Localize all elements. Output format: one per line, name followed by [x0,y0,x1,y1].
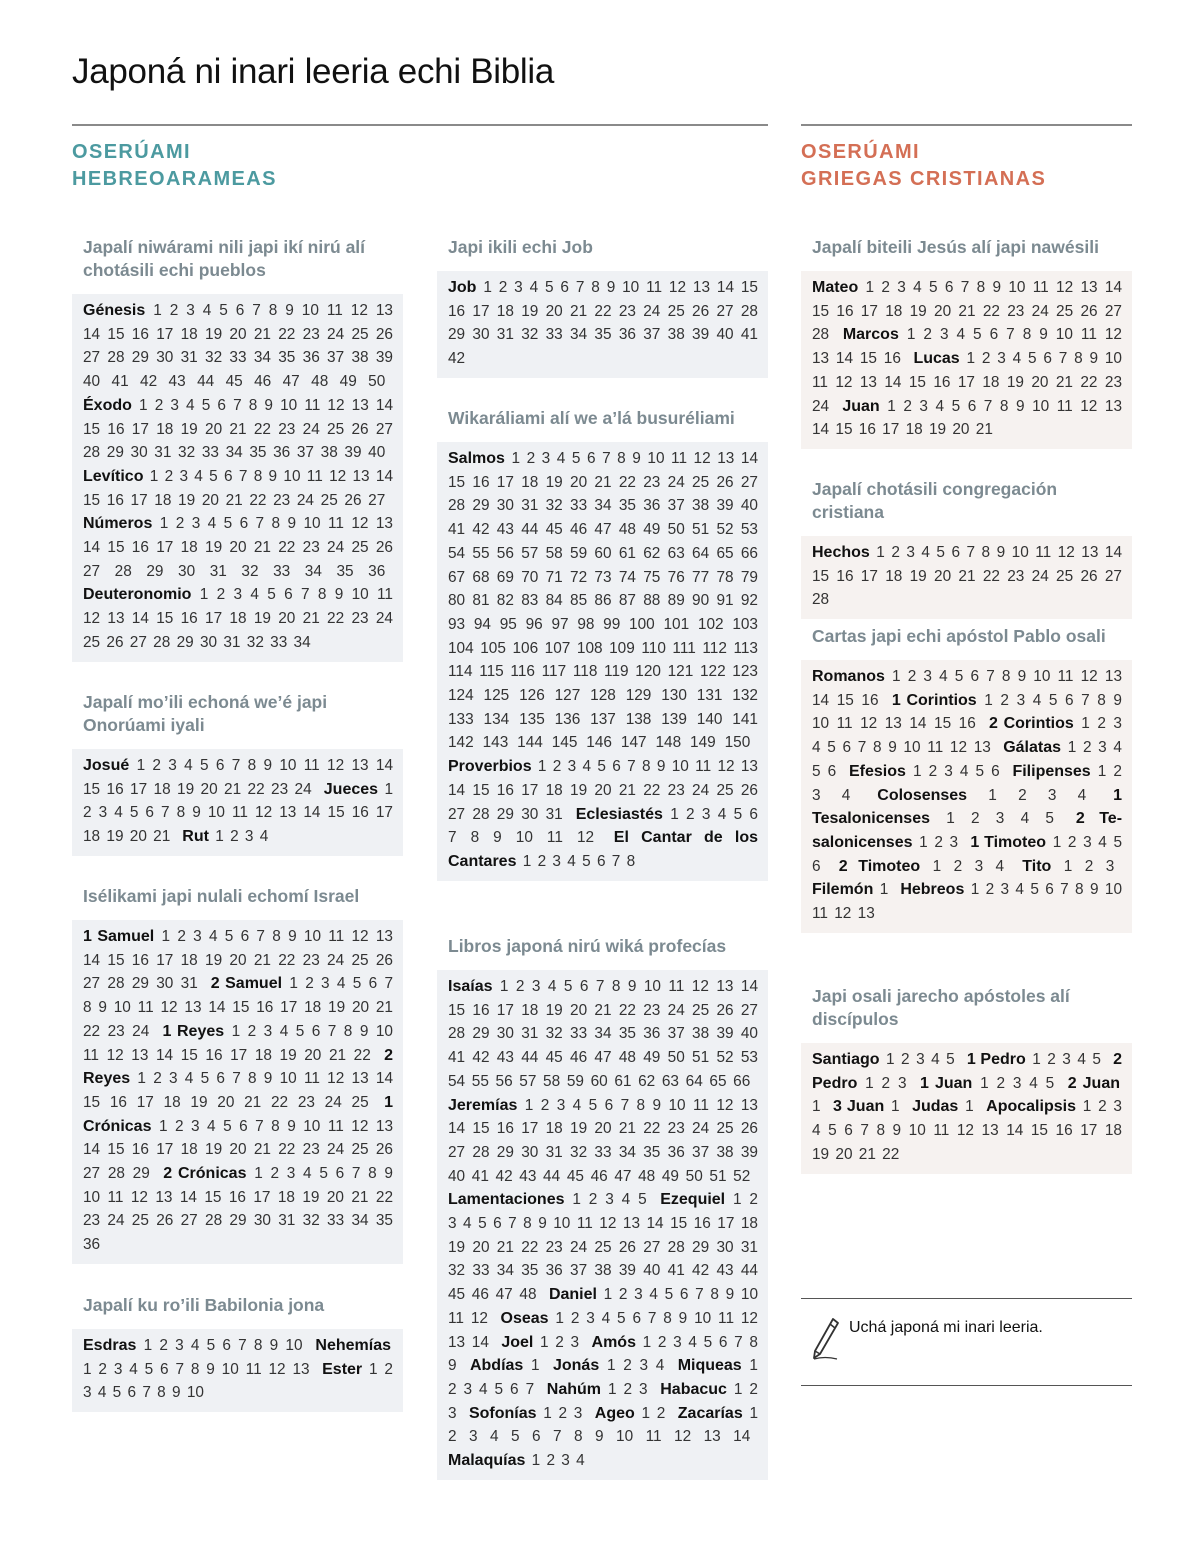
chapter-numbers: 1 2 3 [1063,857,1115,875]
chapter-numbers: 1 2 3 4 5 6 7 8 9 10 11 12 [448,1286,759,1327]
chapter-numbers: 1 2 3 4 [988,786,1087,804]
group-paul-letters [801,625,1132,933]
book-name: Efesios [848,762,906,780]
chapter-numbers: 1 2 3 4 5 6 [812,833,1123,875]
chapter-numbers: 1 2 3 [865,1074,907,1092]
group-title: Japalí biteili Jesús alí japi nawésili [812,237,1099,257]
book-name: Nehemías [315,1337,392,1354]
book-name: 1 Timoteo [970,833,1047,851]
book-name: El Cantar de los Cantares [448,829,758,870]
book-name: Jeremías [448,1096,518,1114]
group-title: Cartas japi echi apóstol Pablo osali [812,626,1106,646]
chapter-numbers: 1 2 3 4 5 6 7 8 9 10 11 12 13 14 15 16 17 18 19 20 21 22 23 24 [83,757,394,798]
book-name: Lamentaciones [448,1191,565,1209]
book-name: Job [448,279,477,296]
chapter-numbers: 1 2 3 4 5 6 7 8 9 10 11 12 [448,805,758,847]
book-name: Santiago [812,1051,880,1068]
group-israel-kings [72,885,403,1264]
group-title: Japalí ku ro’ili Babilonia jona [83,1295,325,1315]
book-list [437,970,768,1480]
book-name: Números [83,515,153,533]
group-gospels [801,236,1132,449]
book-name: Ageo [594,1404,635,1422]
book-name: Nahúm [546,1380,602,1398]
group-babylon-return [72,1294,403,1412]
chapter-numbers: 1 2 3 4 5 6 7 8 9 10 11 12 13 14 15 16 17 18 19 20 21 22 23 24 25 26 27 28 29 30 31 32 33 34 35 36 37 38 39 40 41 42 43 44 45 46 47 48 49 50 51 52 53 54 55 56 57 58 59 60 61 62 63 64 65 66 67 68 69 70 71 72 73 74 75 76 77 78 79 80 81 82 83 84 85 86 87 88 89 90 91 92 93 94 95 96 97 98 99 100 101 102 103 104 105 106 107 108 109 110 111 112 113 114 115 116 117 118 119 120 121 122 123 124 125 126 127 128 129 130 131 132 133 134 135 136 137 138 139 140 141 142 143 144 145 146 147 148 149 150 [448,450,758,752]
chapter-numbers: 1 2 3 4 5 6 7 8 9 10 11 12 13 14 15 16 [812,326,1122,368]
book-name: Tito [1022,857,1052,875]
chapter-numbers: 1 2 3 4 [215,828,269,846]
book-name: 2 Juan [1067,1074,1121,1092]
chapter-numbers: 1 [879,881,889,899]
chapter-numbers: 1 2 [641,1404,666,1422]
book-name: 2 Tesalonicenses [812,810,1123,851]
book-list [437,271,768,378]
book-name: Daniel [548,1286,597,1304]
book-name: Colosenses [877,786,968,804]
book-name: Isaías [448,978,493,995]
chapter-numbers: 1 2 3 [540,1333,580,1351]
chapter-numbers: 1 2 3 4 5 [1032,1051,1101,1068]
chapter-numbers: 1 2 3 4 5 6 7 8 9 10 11 12 13 14 15 16 17 18 19 20 21 22 23 24 25 26 27 [83,467,394,509]
pencil-icon [811,1316,841,1362]
book-name: 1 Juan [920,1074,973,1092]
chapter-numbers: 1 2 3 4 5 6 7 8 9 [448,1333,758,1375]
book-name: Filemón [812,881,874,899]
chapter-numbers: 1 2 3 4 5 6 7 8 9 10 [83,1360,393,1402]
chapter-numbers: 1 2 3 4 5 [886,1051,955,1068]
chapter-numbers: 1 2 3 4 5 6 7 8 9 10 11 12 13 14 15 16 [812,668,1122,709]
page-title: Japoná ni inari leeria echi Biblia [72,52,555,91]
hebrew-heading-line2: HEBREOARAMEAS [72,168,277,190]
chapter-numbers: 1 [812,1098,821,1116]
chapter-numbers: 1 2 3 4 5 [946,810,1054,828]
book-name: Hebreos [900,881,965,899]
chapter-numbers: 1 2 3 4 5 6 [912,762,1000,780]
note-bottom-rule [801,1385,1132,1386]
chapter-numbers: 1 [531,1357,540,1375]
chapter-numbers: 1 2 3 4 5 6 7 8 9 10 11 12 13 [812,715,1122,757]
book-name: Génesis [83,302,146,319]
hebrew-section-rule [72,124,768,126]
book-name: 1 Pedro [966,1051,1026,1068]
group-title: Japi osali jarecho apóstoles alí discípulos [812,986,1070,1029]
group-title: Japalí niwárami nili japi ikí nirú alí chotásili echi pueblos [83,237,366,280]
book-name: Ezequiel [660,1191,726,1209]
book-list [72,294,403,662]
group-title: Japalí chotásili congregación cristiana [812,479,1058,522]
group-job [437,236,768,378]
chapter-numbers: 1 2 3 4 5 6 7 8 9 10 11 12 13 14 15 16 17 18 19 20 21 22 23 24 25 26 27 28 29 30 31 32 33 34 35 36 37 38 39 40 [83,396,394,462]
chapter-numbers: 1 2 3 [608,1380,648,1398]
book-name: Judas [912,1098,959,1116]
chapter-numbers: 1 2 3 4 5 6 7 8 [522,852,636,870]
greek-heading-line2: GRIEGAS CRISTIANAS [801,168,1047,190]
book-name: Jonás [552,1357,600,1375]
book-name: Romanos [812,668,885,685]
greek-section-heading [801,139,1046,193]
book-name: 2 Reyes [83,1046,393,1088]
book-name: Juan [842,397,880,415]
group-prophets [437,935,768,1480]
chapter-numbers: 1 2 3 [543,1404,583,1422]
chapter-numbers: 1 2 3 4 [932,857,1005,875]
book-name: Filipenses [1012,762,1091,780]
book-name: 2 Pedro [812,1051,1122,1092]
chapter-numbers: 1 2 3 4 5 6 7 8 9 10 11 12 13 14 15 16 17 18 19 20 21 22 [83,1022,393,1064]
book-list [72,920,403,1264]
book-name: 1 Tesalonicenses [812,786,1122,828]
chapter-numbers: 1 2 3 4 5 6 7 8 9 10 11 12 13 14 15 16 [812,691,1122,733]
book-name: 3 Juan [833,1098,885,1116]
book-name: Marcos [842,326,899,344]
chapter-numbers: 1 2 3 4 5 6 7 8 9 10 11 12 13 14 [448,1404,758,1446]
book-name: Levítico [83,467,144,485]
book-name: 2 Crónicas [163,1165,247,1183]
book-name: Ester [322,1360,363,1378]
chapter-numbers: 1 2 3 4 5 6 7 8 9 10 11 12 13 14 15 16 17 18 19 20 21 22 23 24 25 26 27 28 29 30 31 [83,928,393,993]
book-name: Habacuc [660,1380,727,1398]
book-name: Joel [501,1333,534,1351]
book-name: Mateo [812,279,859,296]
book-name: Apocalipsis [986,1098,1076,1116]
hebrew-heading-line1: OSERÚAMI [72,141,191,163]
chapter-numbers: 1 2 3 4 5 6 7 8 9 10 11 12 13 14 15 16 17 18 19 20 21 22 23 24 25 26 27 28 29 30 31 [448,758,758,823]
book-name: Malaquías [448,1452,526,1470]
chapter-numbers: 1 2 3 4 5 [572,1191,647,1209]
reading-note: Uchá japoná mi inari leeria. [849,1319,1043,1336]
group-title: Wikaráliami alí we a’lá busuréliami [448,408,735,428]
chapter-numbers: 1 2 3 4 [812,762,1122,804]
book-name: Esdras [83,1337,137,1354]
book-name: Lucas [913,350,960,368]
book-name: Hechos [812,544,870,561]
chapter-numbers: 1 2 3 4 5 6 7 8 9 10 11 12 13 14 15 16 17 18 19 20 21 22 23 24 25 [83,1070,394,1111]
book-list [801,271,1132,449]
chapter-numbers: 1 2 3 [919,833,959,851]
chapter-numbers: 1 2 3 4 5 6 7 8 9 10 11 12 13 14 [448,1309,758,1351]
greek-heading-line1: OSERÚAMI [801,141,920,163]
chapter-numbers: 1 2 3 4 5 6 7 [448,1357,758,1398]
group-title: Japalí mo’ili echoná we’é japi Onorúami iyali [83,692,328,735]
chapter-numbers: 1 2 3 4 5 6 7 8 9 10 11 12 13 14 15 16 17 18 19 20 21 22 23 24 25 26 27 28 29 [83,1117,393,1183]
chapter-numbers: 1 2 3 4 5 6 7 8 9 10 11 12 13 14 15 16 17 18 19 20 21 22 23 24 25 26 27 28 29 30 31 32 33 34 35 36 37 38 39 40 41 42 43 44 45 46 47 48 49 50 51 52 [448,1096,758,1185]
book-name: Josué [83,757,130,774]
book-name: Zacarías [677,1404,743,1422]
book-name: Éxodo [83,396,132,414]
book-list [801,660,1132,933]
chapter-numbers: 1 2 3 4 5 6 [812,739,1122,780]
book-name: 2 Timoteo [838,857,921,875]
chapter-numbers: 1 2 3 4 5 6 7 8 9 10 11 12 13 14 15 16 17 18 19 20 21 22 [812,1098,1122,1163]
chapter-numbers: 1 2 3 [448,1380,758,1422]
note-top-rule [801,1298,1132,1299]
book-list [801,1043,1132,1174]
book-name: 2 Samuel [210,975,283,993]
chapter-numbers: 1 2 3 4 5 6 7 8 9 10 11 12 13 14 15 16 17 18 19 20 21 22 23 24 25 26 27 28 29 30 31 32 33 34 35 36 37 38 39 40 41 42 43 44 45 46 47 48 49 50 [83,302,393,391]
book-name: Proverbios [448,758,532,776]
book-name: 1 Corintios [891,691,977,709]
chapter-numbers: 1 2 3 4 5 6 7 8 9 10 11 12 13 14 15 16 17 18 19 20 21 22 23 24 [812,350,1122,415]
chapter-numbers: 1 2 3 4 5 6 7 8 9 10 11 12 13 14 15 16 17 18 19 20 21 22 23 24 25 26 27 28 29 30 31 32 33 34 35 36 [83,1165,393,1254]
group-congregation [801,478,1132,619]
book-list [801,536,1132,619]
chapter-numbers: 1 2 3 4 5 6 7 8 9 10 11 12 13 14 15 16 17 18 19 20 21 22 23 24 25 26 27 28 29 30 31 32 33 34 35 36 37 38 39 40 41 42 43 44 45 46 47 48 [448,1191,758,1304]
group-title: Libros japoná nirú wiká profecías [448,936,727,956]
chapter-numbers: 1 2 3 4 5 6 7 8 9 10 11 12 13 14 15 16 17 18 19 20 21 22 23 24 25 26 27 28 29 30 31 32 33 34 [83,586,393,651]
chapter-numbers: 1 2 3 4 5 6 7 8 9 10 11 12 13 [812,881,1122,923]
chapter-numbers: 1 2 3 4 5 [980,1074,1055,1092]
book-name: Sofonías [468,1404,537,1422]
book-name: Jueces [323,780,379,798]
group-songs-wisdom [437,407,768,881]
group-title: Japi ikili echi Job [448,237,593,257]
book-name: 1 Crónicas [83,1093,393,1135]
book-name: Oseas [500,1309,549,1327]
chapter-numbers: 1 2 3 4 5 6 7 8 9 10 11 12 13 14 15 16 17 18 19 20 21 22 23 24 25 26 27 28 29 30 31 32 33 34 35 36 [83,515,393,580]
greek-section-rule [801,124,1132,126]
book-name: Miqueas [677,1357,742,1375]
hebrew-section-heading [72,139,277,193]
book-name: 1 Reyes [162,1022,225,1040]
chapter-numbers: 1 2 3 4 5 6 7 8 9 10 11 12 13 14 15 16 17 18 19 20 21 22 23 24 25 26 27 28 [812,544,1122,609]
chapter-numbers: 1 2 3 4 5 6 7 8 9 10 11 12 13 14 15 16 17 18 19 20 21 22 23 24 25 26 27 28 [812,279,1123,344]
book-name: Abdías [469,1357,524,1375]
book-name: Rut [182,828,209,846]
chapter-numbers: 1 2 3 4 5 6 7 8 9 10 11 12 13 14 15 16 17 18 19 20 21 22 23 24 [83,975,394,1040]
book-name: Eclesiastés [575,805,663,823]
book-name: Gálatas [1003,739,1062,757]
chapter-numbers: 1 2 3 4 5 6 7 8 9 10 11 12 13 14 15 16 17 18 19 20 21 22 23 24 25 26 27 28 29 30 31 32 33 34 35 36 37 38 39 40 41 42 [448,279,758,368]
book-list [72,749,403,856]
chapter-numbers: 1 2 3 4 5 6 7 8 9 10 11 12 13 [83,1360,310,1378]
chapter-numbers: 1 2 3 4 5 6 7 8 9 10 11 12 13 14 15 16 17 18 19 20 21 [812,397,1122,439]
book-list [72,1329,403,1412]
group-other-letters [801,985,1132,1174]
book-list [437,442,768,881]
chapter-numbers: 1 2 3 4 5 6 7 8 9 10 [143,1337,303,1354]
chapter-numbers: 1 [965,1098,974,1116]
book-name: Deuteronomio [83,586,192,604]
chapter-numbers: 1 2 3 4 [531,1452,585,1470]
book-name: Salmos [448,450,505,467]
chapter-numbers: 1 2 3 4 [606,1357,665,1375]
book-name: 2 Corintios [988,715,1074,733]
chapter-numbers: 1 [891,1098,900,1116]
chapter-numbers: 1 2 3 4 5 6 7 8 9 10 11 12 13 14 15 16 17 18 19 20 21 22 23 24 25 26 27 28 29 30 31 32 33 34 35 36 37 38 39 40 41 42 43 44 45 46 47 48 49 50 51 52 53 54 55 56 57 58 59 60 61 62 63 64 65 66 [448,978,759,1090]
book-name: 1 Samuel [83,928,155,945]
book-name: Amós [591,1333,636,1351]
group-title: Isélikami japi nulali echomí Israel [83,886,360,906]
group-promised-land [72,691,403,856]
chapter-numbers: 1 2 3 4 5 6 7 8 9 10 11 12 13 14 15 16 17 18 19 20 21 [83,780,393,846]
group-creation [72,236,403,662]
